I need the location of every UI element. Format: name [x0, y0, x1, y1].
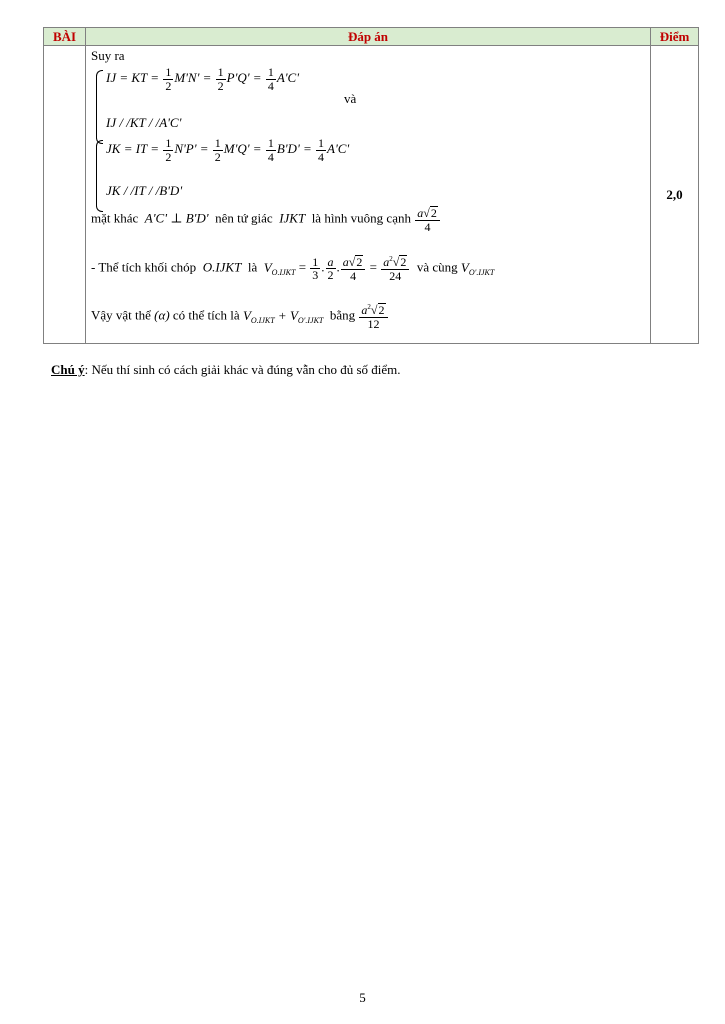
left-brace	[96, 70, 103, 144]
line-mat-khac: mặt khác A'C' ⊥ B'D' nên tứ giác IJKT là hình vuông cạnh $\frac{a√2}{4}$	[91, 206, 441, 233]
equation-2: JK = IT = $\frac{1}{2}$ N'P' = $\frac{1}{2}$ M'Q' = $\frac{1}{4}$ B'D' = $\frac{1}{4}$ A'C'	[106, 136, 350, 164]
equation-1: IJ = KT = $\frac{1}{2}$ M'N' = $\frac{1}{2}$ P'Q' = $\frac{1}{4}$ A'C'	[106, 65, 300, 93]
header-bai: BÀI	[44, 28, 86, 46]
page-number: 5	[359, 990, 366, 1005]
line-vay: Vậy vật thể (α) có thể tích là $V_{O.IJKT} + V_{O'.IJKT}$ bằng $\frac{a^2√2}{12}$	[91, 303, 389, 330]
table-header-row	[44, 28, 699, 46]
answer-table	[43, 27, 699, 344]
parallel-2: JK / /IT / /B'D'	[106, 183, 183, 198]
header-dap-an: Đáp án	[86, 28, 651, 46]
bai-cell	[44, 46, 86, 344]
table-row	[44, 46, 699, 344]
suy-ra-text: Suy ra	[91, 48, 125, 63]
score-cell: 2,0	[651, 46, 699, 344]
note-label: Chú ý	[51, 362, 85, 377]
va-text: và	[344, 91, 357, 106]
note	[51, 362, 401, 378]
parallel-1: IJ / /KT / /A'C'	[106, 115, 182, 130]
answer-cell	[86, 46, 651, 344]
note-text: : Nếu thí sinh có cách giải khác và đúng vẫn cho đủ số điểm.	[84, 362, 401, 377]
left-brace-2	[96, 140, 103, 212]
line-the-tich: - Thể tích khối chóp O.IJKT là $V_{O.IJKT}$ = $\frac{1}{3}$ . $\frac{a}{2}$ . $\frac{a√2}{4}$ = $\frac{a^2√2}{24}$ và cùng $V_{O'.IJKT}$	[91, 254, 495, 283]
header-diem: Điểm	[651, 28, 699, 46]
